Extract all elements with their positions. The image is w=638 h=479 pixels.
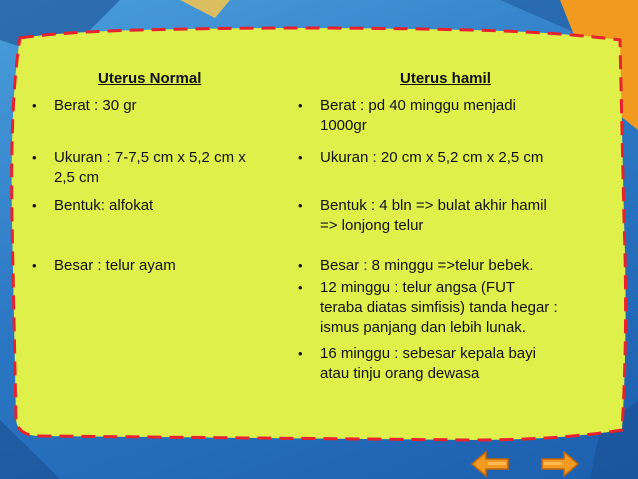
bullet-icon: •: [32, 150, 37, 165]
bullet-icon: •: [298, 346, 303, 361]
left-item-text: 2,5 cm: [54, 169, 100, 186]
right-item-weight: [296, 96, 608, 136]
bullet-icon: •: [298, 280, 303, 295]
right-item-text: Bentuk : 4 bln => bulat akhir hamil: [320, 197, 547, 214]
bullet-icon: •: [32, 258, 37, 273]
right-column-heading: Uterus hamil: [400, 70, 491, 87]
left-column-heading: Uterus Normal: [98, 70, 202, 87]
right-item-text: teraba diatas simfisis) tanda hegar :: [320, 299, 558, 316]
right-item-text: 16 minggu : sebesar kepala bayi: [320, 345, 536, 362]
left-item-shape: [30, 196, 290, 216]
left-item-size: [30, 148, 290, 188]
right-item-text: ismus panjang dan lebih lunak.: [320, 319, 526, 336]
bullet-icon: •: [298, 98, 303, 113]
right-item-16-weeks: [296, 344, 608, 384]
left-item-text: Bentuk: alfokat: [54, 197, 154, 214]
right-item-text: 12 minggu : telur angsa (FUT: [320, 279, 516, 296]
left-item-weight: [30, 96, 290, 116]
left-item-text: Ukuran : 7-7,5 cm x 5,2 cm x: [54, 149, 246, 166]
right-item-12-weeks: [296, 278, 608, 338]
right-item-text: atau tinju orang dewasa: [320, 365, 480, 382]
right-item-8-weeks: [296, 256, 608, 276]
right-item-text: Ukuran : 20 cm x 5,2 cm x 2,5 cm: [320, 149, 544, 166]
right-item-size: [296, 148, 608, 168]
bullet-icon: •: [32, 98, 37, 113]
bullet-icon: •: [298, 198, 303, 213]
arrow-left-icon[interactable]: [470, 450, 510, 478]
right-item-text: 1000gr: [320, 117, 367, 134]
left-item-volume: [30, 256, 290, 276]
left-item-text: Besar : telur ayam: [54, 257, 176, 274]
right-item-shape: [296, 196, 608, 236]
bullet-icon: •: [32, 198, 37, 213]
right-item-text: Berat : pd 40 minggu menjadi: [320, 97, 516, 114]
left-item-text: Berat : 30 gr: [54, 97, 137, 114]
arrow-right-icon[interactable]: [540, 450, 580, 478]
right-item-text: => lonjong telur: [320, 217, 424, 234]
right-item-text: Besar : 8 minggu =>telur bebek.: [320, 257, 534, 274]
bullet-icon: •: [298, 258, 303, 273]
bullet-icon: •: [298, 150, 303, 165]
